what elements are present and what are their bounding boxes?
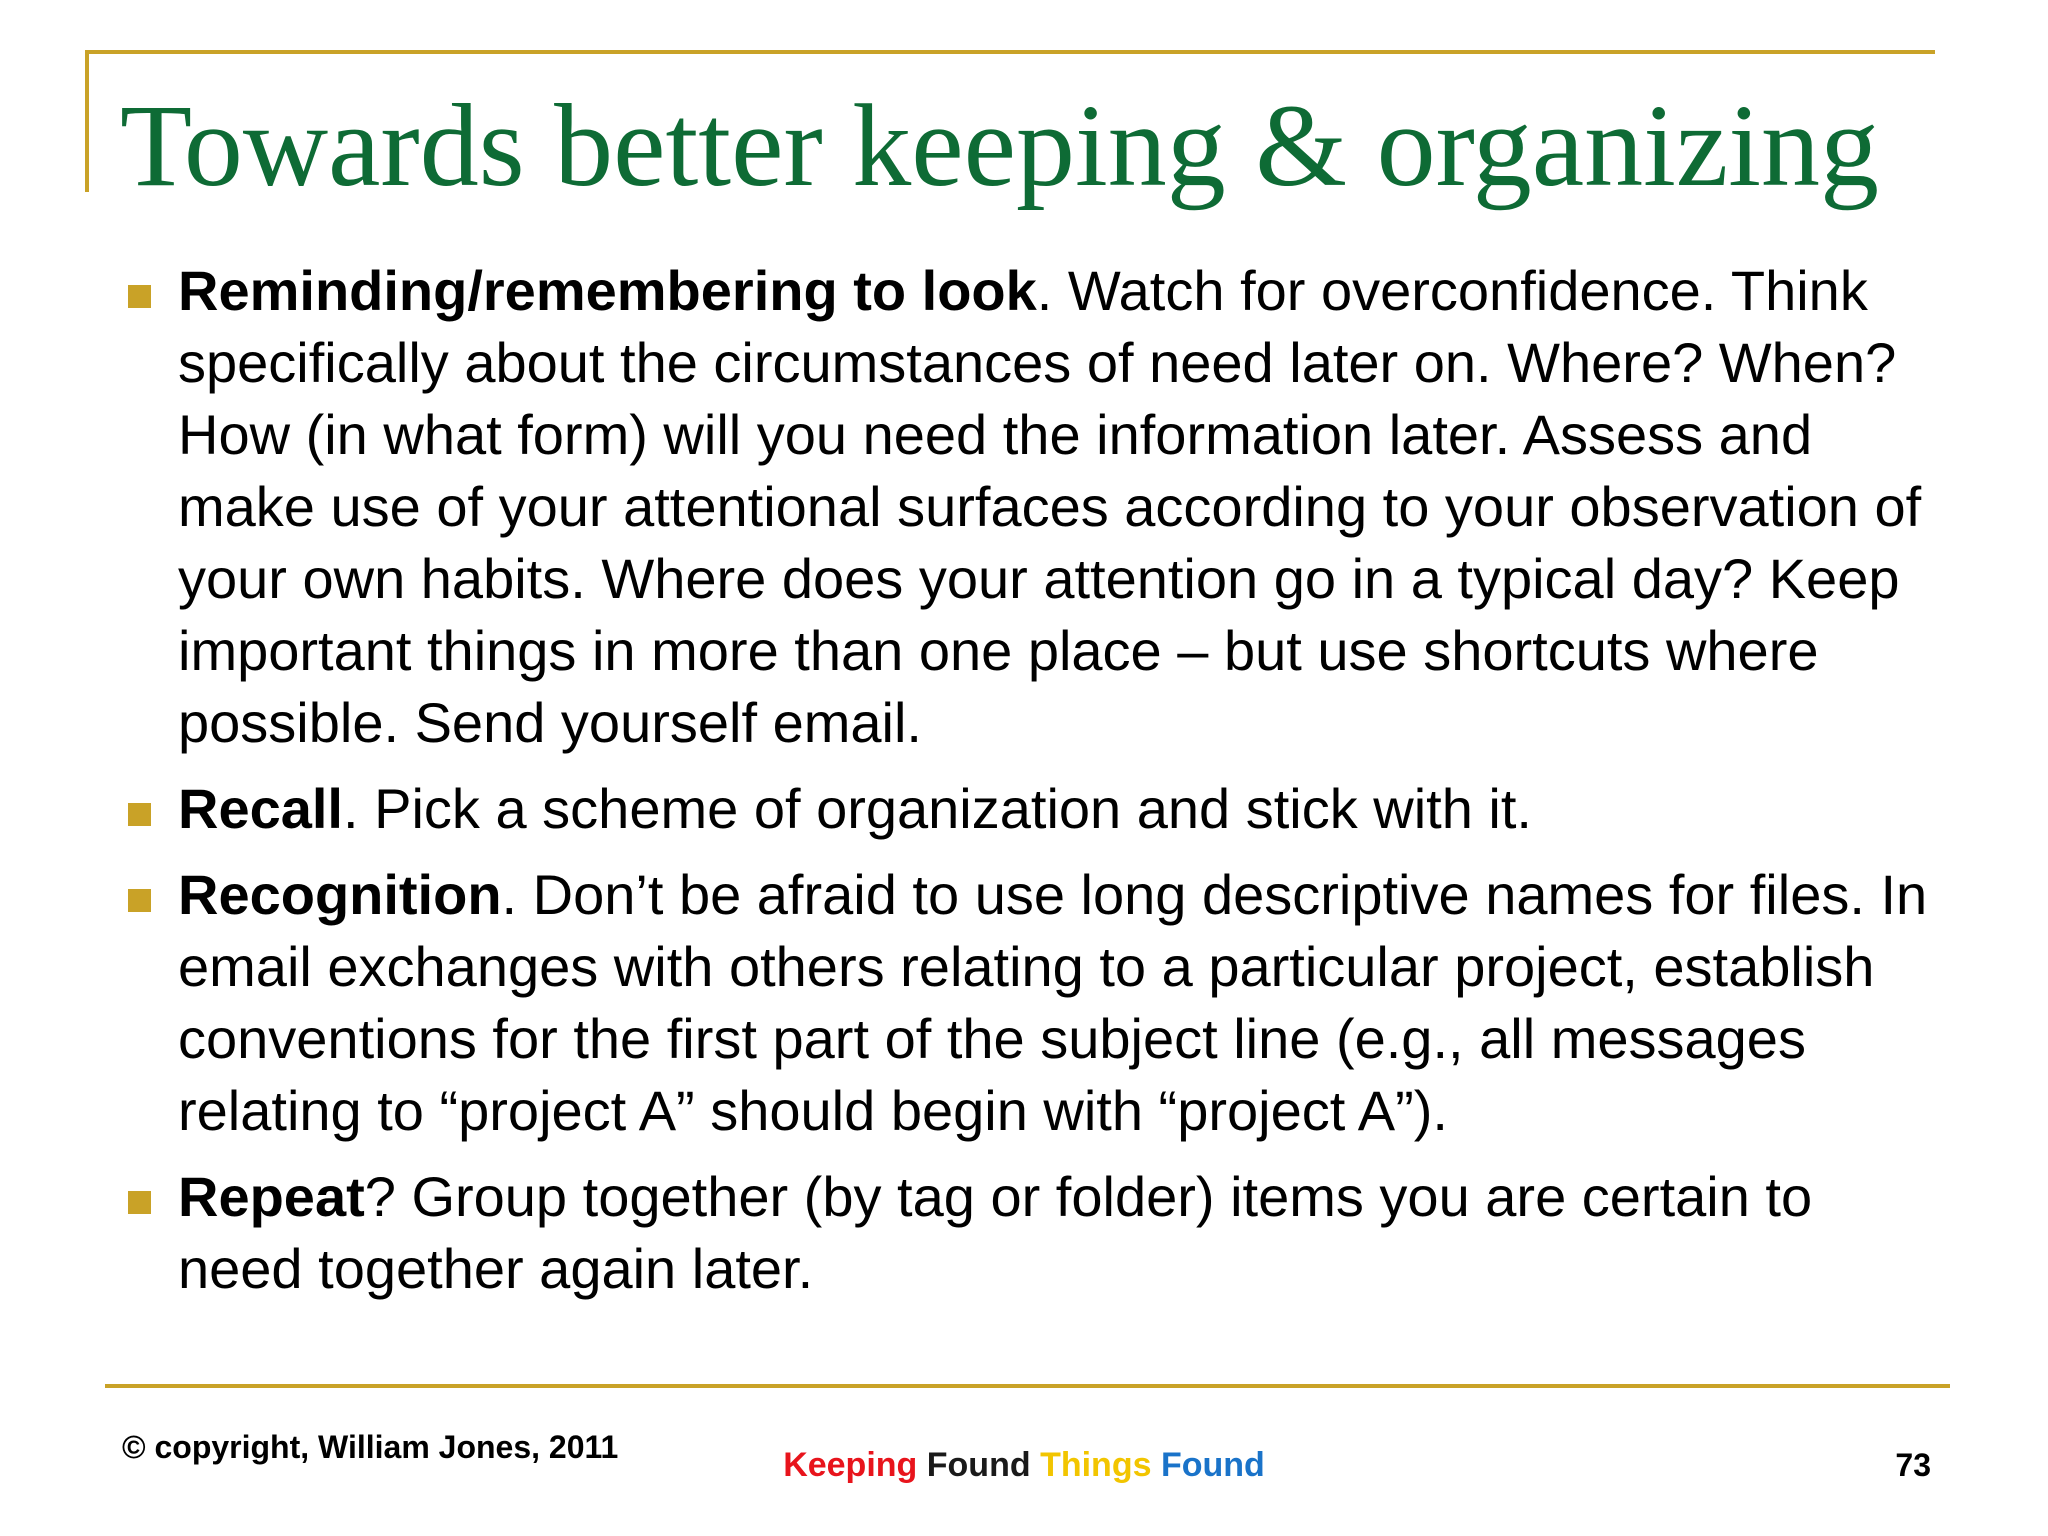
bullet-item-reminding (120, 255, 1950, 759)
bullet-item-recall (120, 773, 1950, 845)
bullet-body: . Watch for overconfidence. Think specifically about the circumstances of need later on. Where? When? How (in what form) will you need the information later. Assess and make use of your attentional surfaces according to your observation of your own habits. Where does your attention go in a typical day? Keep important things in more than one place – but use shortcuts where possible. Send yourself email. (178, 259, 1922, 754)
brand-word-found-2: Found (1160, 1446, 1265, 1484)
brand-word-keeping: Keeping (783, 1446, 918, 1484)
brand-word-found: Found (926, 1446, 1031, 1484)
brand-word-things: Things (1040, 1446, 1152, 1484)
page-number: 73 (1895, 1447, 1931, 1483)
bullet-lead: Reminding/remembering to look (178, 259, 1037, 322)
brand-footer (0, 1444, 2048, 1486)
bullet-body: . Pick a scheme of organization and stick with it. (343, 777, 1532, 840)
copyright-notice: © copyright, William Jones, 2011 (122, 1429, 619, 1465)
slide-title: Towards better keeping & organizing (120, 80, 1880, 211)
square-bullet-icon (128, 803, 151, 826)
square-bullet-icon (128, 285, 151, 308)
bullet-lead: Repeat (178, 1165, 365, 1228)
bullet-item-recognition (120, 859, 1950, 1147)
bullet-lead: Recognition (178, 863, 502, 926)
bullet-body: . Don’t be afraid to use long descriptive names for files. In email exchanges with others relating to a particular project, establish conventions for the first part of the subject line (e.g., all messages relating to “project A” should begin with “project A”). (178, 863, 1928, 1142)
bullet-lead: Recall (178, 777, 343, 840)
left-rule (85, 50, 89, 192)
square-bullet-icon (128, 1191, 151, 1214)
bottom-rule (105, 1384, 1950, 1388)
square-bullet-icon (128, 889, 151, 912)
top-rule (85, 50, 1935, 54)
bullet-list (120, 255, 1950, 1319)
bullet-item-repeat (120, 1161, 1950, 1305)
bullet-body: ? Group together (by tag or folder) items you are certain to need together again later. (178, 1165, 1813, 1300)
